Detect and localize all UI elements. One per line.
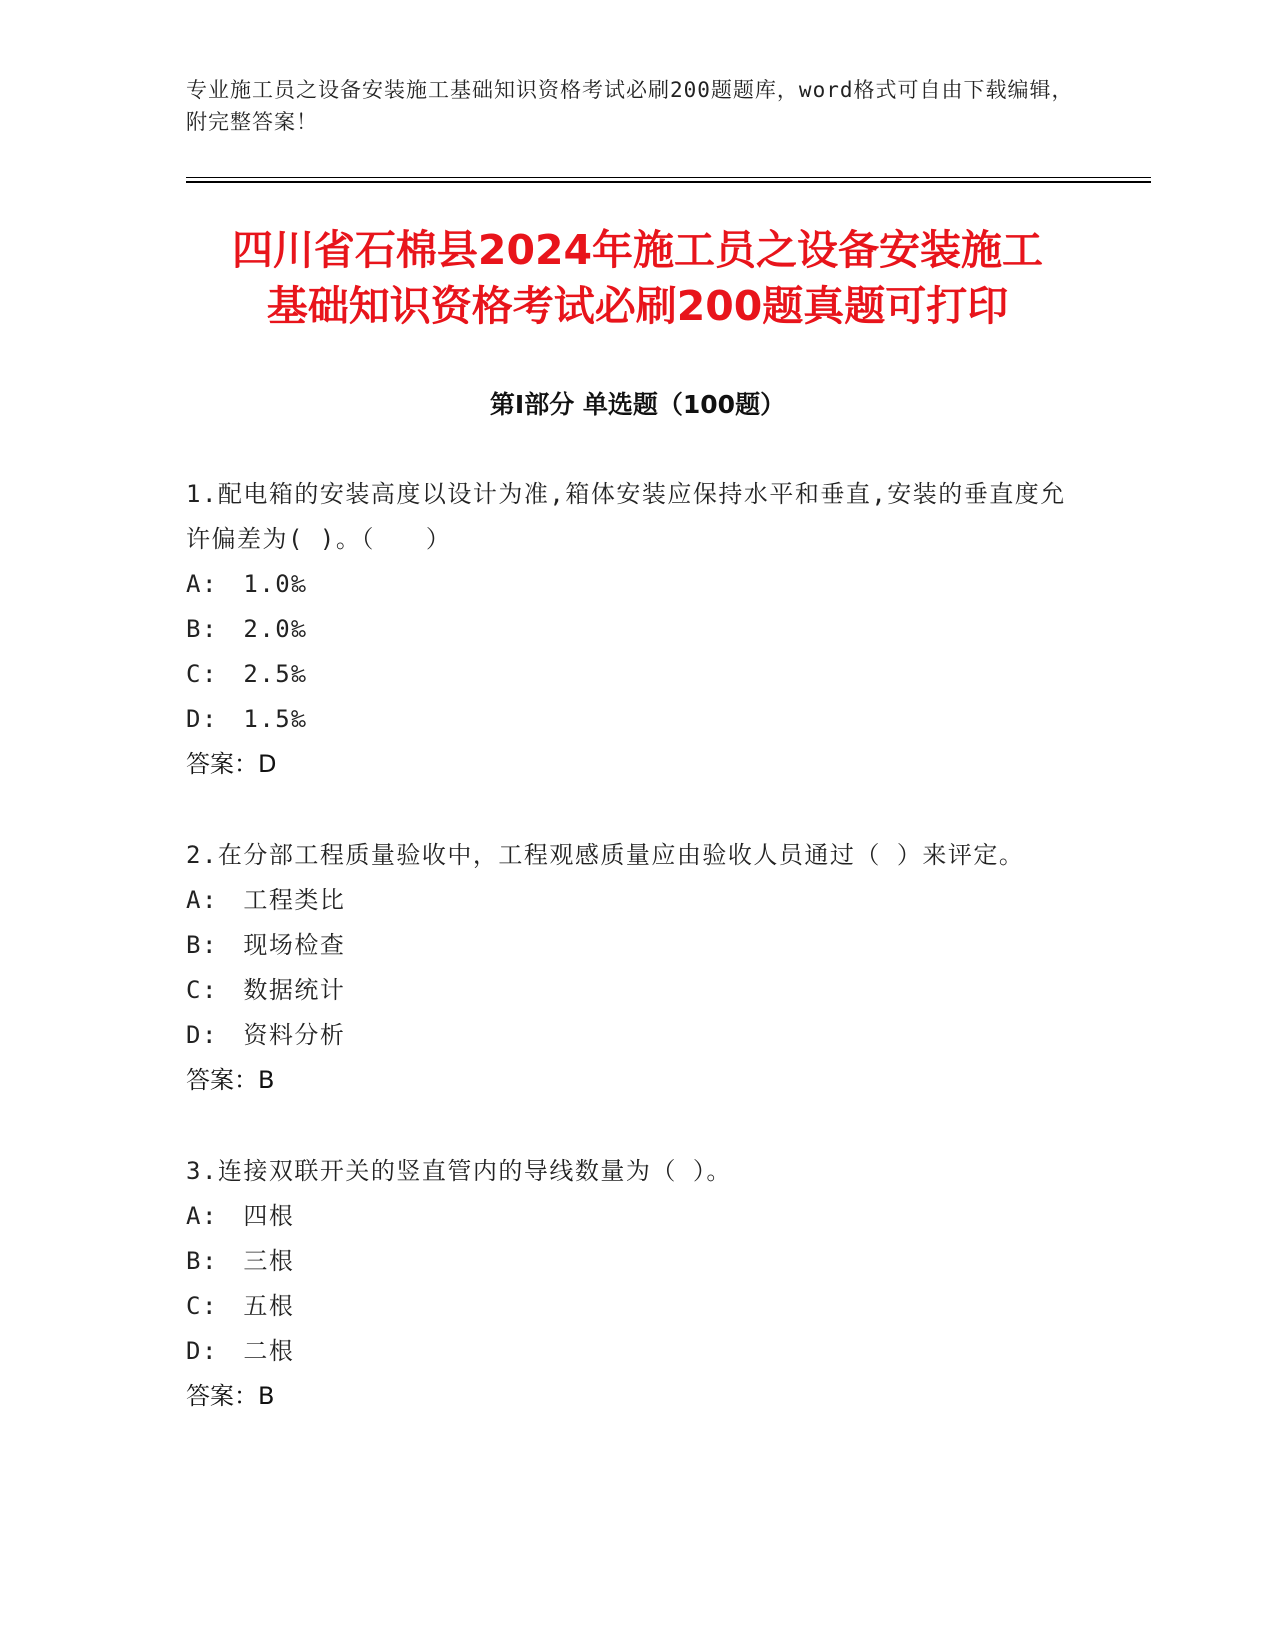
document-title — [100, 222, 1175, 334]
option-b: B: 三根 — [186, 1247, 295, 1275]
header-note: 专业施工员之设备安装施工基础知识资格考试必刷200题题库，word格式可自由下载编辑，附完整答案！ — [186, 78, 1074, 134]
option-d: D: 1.5‰ — [186, 705, 308, 733]
header-divider-thin — [186, 177, 1151, 178]
option-d: D: 二根 — [186, 1337, 295, 1365]
question-stem: 3.连接双联开关的竖直管内的导线数量为（ ）。 — [186, 1157, 732, 1185]
answer: 答案：B — [186, 1066, 275, 1094]
header-divider-thick — [186, 181, 1151, 183]
option-c: C: 五根 — [186, 1292, 295, 1320]
section-title: 第Ⅰ部分 单选题（100题） — [489, 390, 786, 419]
option-a: A: 1.0‰ — [186, 570, 308, 598]
question-stem: 1.配电箱的安装高度以设计为准,箱体安装应保持水平和垂直,安装的垂直度允许偏差为( )。（ ） — [186, 480, 1066, 553]
question-list — [186, 472, 1086, 1465]
title-line-2: 基础知识资格考试必刷200题真题可打印 — [266, 282, 1009, 330]
option-c: C: 数据统计 — [186, 976, 346, 1004]
question-2 — [186, 833, 1086, 1103]
option-d: D: 资料分析 — [186, 1021, 346, 1049]
option-c: C: 2.5‰ — [186, 660, 308, 688]
option-a: A: 四根 — [186, 1202, 295, 1230]
question-1 — [186, 472, 1086, 787]
answer: 答案：B — [186, 1382, 275, 1410]
answer: 答案：D — [186, 750, 277, 778]
option-b: B: 2.0‰ — [186, 615, 308, 643]
question-stem: 2.在分部工程质量验收中，工程观感质量应由验收人员通过（ ）来评定。 — [186, 841, 1025, 869]
title-line-1: 四川省石棉县2024年施工员之设备安装施工 — [231, 226, 1044, 274]
option-b: B: 现场检查 — [186, 931, 346, 959]
option-a: A: 工程类比 — [186, 886, 346, 914]
question-3 — [186, 1149, 1086, 1419]
